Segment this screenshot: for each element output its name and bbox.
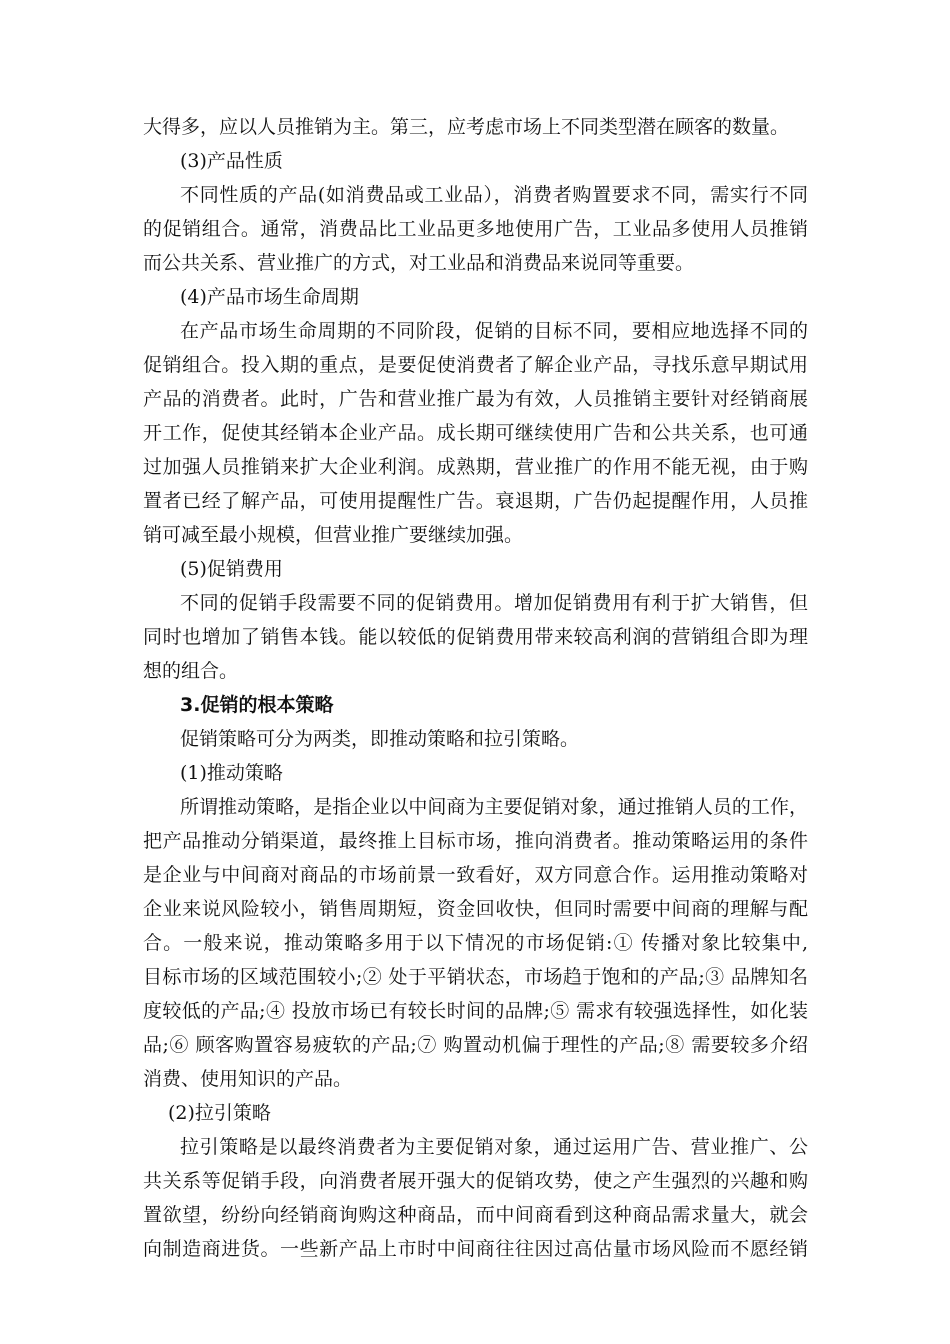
paragraph-line: 促销策略可分为两类，即推动策略和拉引策略。	[180, 728, 580, 750]
paragraph-line: 品;⑥ 顾客购置容易疲软的产品;⑦ 购置动机偏于理性的产品;⑧ 需要较多介绍	[143, 1034, 808, 1056]
subheading-push-strategy: (1)推动策略	[180, 762, 283, 784]
paragraph-line: 拉引策略是以最终消费者为主要促销对象，通过运用广告、营业推广、公	[180, 1136, 808, 1158]
paragraph-line: 目标市场的区域范围较小;② 处于平销状态，市场趋于饱和的产品;③ 品牌知名	[143, 966, 808, 988]
paragraph-line: 合。一般来说，推动策略多用于以下情况的市场促销:① 传播对象比较集中,	[143, 932, 808, 954]
paragraph-line: 置者已经了解产品，可使用提醒性广告。衰退期，广告仍起提醒作用，人员推	[143, 490, 808, 512]
section-heading: 3.促销的根本策略	[180, 694, 334, 716]
paragraph-line: 置欲望，纷纷向经销商询购这种商品，而中间商看到这种商品需求量大，就会	[143, 1204, 808, 1226]
paragraph-line: 在产品市场生命周期的不同阶段，促销的目标不同，要相应地选择不同的	[180, 320, 808, 342]
paragraph-line: 促销组合。投入期的重点，是要促使消费者了解企业产品，寻找乐意早期试用	[143, 354, 808, 376]
paragraph-line: 企业来说风险较小，销售周期短，资金回收快，但同时需要中间商的理解与配	[143, 898, 808, 920]
paragraph-line: 不同性质的产品(如消费品或工业品），消费者购置要求不同，需实行不同	[180, 184, 808, 206]
paragraph-line: 同时也增加了销售本钱。能以较低的促销费用带来较高利润的营销组合即为理	[143, 626, 808, 648]
paragraph-line: 共关系等促销手段，向消费者展开强大的促销攻势，使之产生强烈的兴趣和购	[143, 1170, 808, 1192]
paragraph-line: 想的组合。	[143, 660, 239, 682]
paragraph-line: 销可减至最小规模，但营业推广要继续加强。	[143, 524, 524, 546]
paragraph-line: 的促销组合。通常，消费品比工业品更多地使用广告，工业品多使用人员推销	[143, 218, 808, 240]
paragraph-line: 向制造商进货。一些新产品上市时中间商往往因过高估量市场风险而不愿经销	[143, 1238, 808, 1260]
paragraph-line: 消费、使用知识的产品。	[143, 1068, 353, 1090]
paragraph-line: 大得多，应以人员推销为主。第三，应考虑市场上不同类型潜在顾客的数量。	[143, 116, 790, 138]
subheading-life-cycle: (4)产品市场生命周期	[180, 286, 359, 308]
paragraph-line: 不同的促销手段需要不同的促销费用。增加促销费用有利于扩大销售，但	[180, 592, 808, 614]
subheading-product-nature: (3)产品性质	[180, 150, 283, 172]
paragraph-line: 产品的消费者。此时，广告和营业推广最为有效，人员推销主要针对经销商展	[143, 388, 808, 410]
paragraph-line: 过加强人员推销来扩大企业利润。成熟期，营业推广的作用不能无视，由于购	[143, 456, 808, 478]
paragraph-line: 把产品推动分销渠道，最终推上目标市场，推向消费者。推动策略运用的条件	[143, 830, 808, 852]
paragraph-line: 度较低的产品;④ 投放市场已有较长时间的品牌;⑤ 需求有较强选择性，如化装	[143, 1000, 808, 1022]
paragraph-line: 所谓推动策略，是指企业以中间商为主要促销对象，通过推销人员的工作，	[180, 796, 808, 818]
paragraph-line: 是企业与中间商对商品的市场前景一致看好，双方同意合作。运用推动策略对	[143, 864, 808, 886]
paragraph-line: 而公共关系、营业推广的方式，对工业品和消费品来说同等重要。	[143, 252, 695, 274]
subheading-pull-strategy: (2)拉引策略	[168, 1102, 271, 1124]
paragraph-line: 开工作，促使其经销本企业产品。成长期可继续使用广告和公共关系，也可通	[143, 422, 808, 444]
subheading-promotion-cost: (5)促销费用	[180, 558, 283, 580]
